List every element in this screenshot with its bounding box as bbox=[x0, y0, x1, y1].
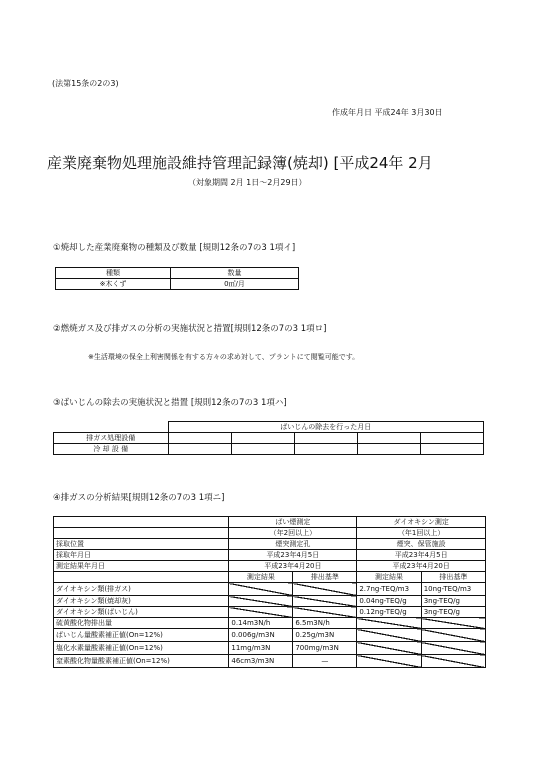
table-cell: 平成23年4月20日 bbox=[229, 561, 357, 572]
column-header: ばいじんの除去を行った月日 bbox=[168, 422, 484, 433]
table-cell: 煙突測定孔 bbox=[229, 539, 357, 550]
table-row bbox=[54, 629, 486, 642]
table-row bbox=[54, 607, 486, 618]
soot-measurement-header: ばい煙測定 bbox=[229, 517, 357, 528]
target-period: （対象期間 2月 1日～2月29日） bbox=[188, 178, 307, 187]
table-row bbox=[54, 583, 486, 596]
table-cell: 平成23年4月20日 bbox=[357, 561, 486, 572]
table-cell: ※木くず bbox=[56, 279, 171, 290]
row-label: 窒素酸化物量酸素補正値(On=12%) bbox=[54, 655, 229, 668]
table-cell: 10ng-TEQ/m3 bbox=[421, 583, 485, 596]
waste-table bbox=[55, 267, 299, 290]
creation-date: 作成年月日 平成24年 3月30日 bbox=[332, 108, 443, 117]
row-label: ダイオキシン類(ばいじん) bbox=[54, 607, 229, 618]
dioxin-measurement-header: ダイオキシン測定 bbox=[357, 517, 486, 528]
exhaust-analysis-table bbox=[53, 516, 486, 668]
dust-removal-table bbox=[53, 421, 484, 455]
table-cell: 2.7ng-TEQ/m3 bbox=[357, 583, 421, 596]
table-cell: 平成23年4月5日 bbox=[357, 550, 486, 561]
table-cell: 0.04ng-TEQ/g bbox=[357, 596, 421, 607]
column-header: 種類 bbox=[56, 268, 171, 279]
table-cell: 0.006g/m3N bbox=[229, 629, 293, 642]
section4-heading: ④排ガスの分析結果[規則12条の7の3 1項ニ] bbox=[53, 493, 225, 503]
table-cell: 平成23年4月5日 bbox=[229, 550, 357, 561]
frequency-label: （年1回以上） bbox=[357, 528, 486, 539]
page-title: 産業廃棄物処理施設維持管理記録簿(焼却) [平成24年 2月 bbox=[47, 154, 433, 172]
row-label: 硫黄酸化物排出量 bbox=[54, 618, 229, 629]
table-cell: 700mg/m3N bbox=[293, 642, 357, 655]
table-cell: 0㎥/月 bbox=[171, 279, 299, 290]
table-cell: 0.25g/m3N bbox=[293, 629, 357, 642]
section3-heading: ③ばいじんの除去の実施状況と措置 [規則12条の7の3 1項ハ] bbox=[53, 398, 287, 408]
section2-note: ※生活環境の保全上利害関係を有する方々の求め対して、プラントにて閲覧可能です。 bbox=[88, 353, 360, 361]
column-header: 排出基準 bbox=[421, 572, 485, 583]
column-header: 排出基準 bbox=[293, 572, 357, 583]
row-label: 排ガス処理設備 bbox=[54, 433, 169, 444]
table-row bbox=[54, 596, 486, 607]
table-header-row bbox=[56, 268, 299, 279]
table-cell: 3ng-TEQ/g bbox=[421, 596, 485, 607]
table-row bbox=[54, 618, 486, 629]
table-row bbox=[54, 444, 484, 455]
column-header: 測定結果 bbox=[229, 572, 293, 583]
table-row bbox=[54, 433, 484, 444]
row-label: 測定結果年月日 bbox=[54, 561, 229, 572]
table-cell: 11mg/m3N bbox=[229, 642, 293, 655]
table-cell: 3ng-TEQ/g bbox=[421, 607, 485, 618]
table-row bbox=[56, 279, 299, 290]
table-cell: 46cm3/m3N bbox=[229, 655, 293, 668]
law-reference: (法第15条の2の3) bbox=[52, 79, 119, 88]
row-label: 採取年月日 bbox=[54, 550, 229, 561]
column-header: 測定結果 bbox=[357, 572, 421, 583]
column-header: 数量 bbox=[171, 268, 299, 279]
table-cell: 6.5m3N/h bbox=[293, 618, 357, 629]
table-cell: 0.12ng-TEQ/g bbox=[357, 607, 421, 618]
section2-heading: ②燃焼ガス及び排ガスの分析の実施状況と措置[規則12条の7の3 1項ロ] bbox=[53, 324, 327, 334]
row-label: 塩化水素量酸素補正値(On=12%) bbox=[54, 642, 229, 655]
row-label: ダイオキシン類(焼却灰) bbox=[54, 596, 229, 607]
row-label: 冷 却 設 備 bbox=[54, 444, 169, 455]
table-row bbox=[54, 655, 486, 668]
row-label: 採取位置 bbox=[54, 539, 229, 550]
table-cell: 煙突、保管施設 bbox=[357, 539, 486, 550]
row-label: ばいじん量酸素補正値(On=12%) bbox=[54, 629, 229, 642]
section1-heading: ①焼却した産業廃棄物の種類及び数量 [規則12条の7の3 1項イ] bbox=[53, 243, 296, 253]
frequency-label: （年2回以上） bbox=[229, 528, 357, 539]
table-cell: — bbox=[293, 655, 357, 668]
table-row bbox=[54, 642, 486, 655]
table-cell: 0.14m3N/h bbox=[229, 618, 293, 629]
row-label: ダイオキシン類(排ガス) bbox=[54, 583, 229, 596]
